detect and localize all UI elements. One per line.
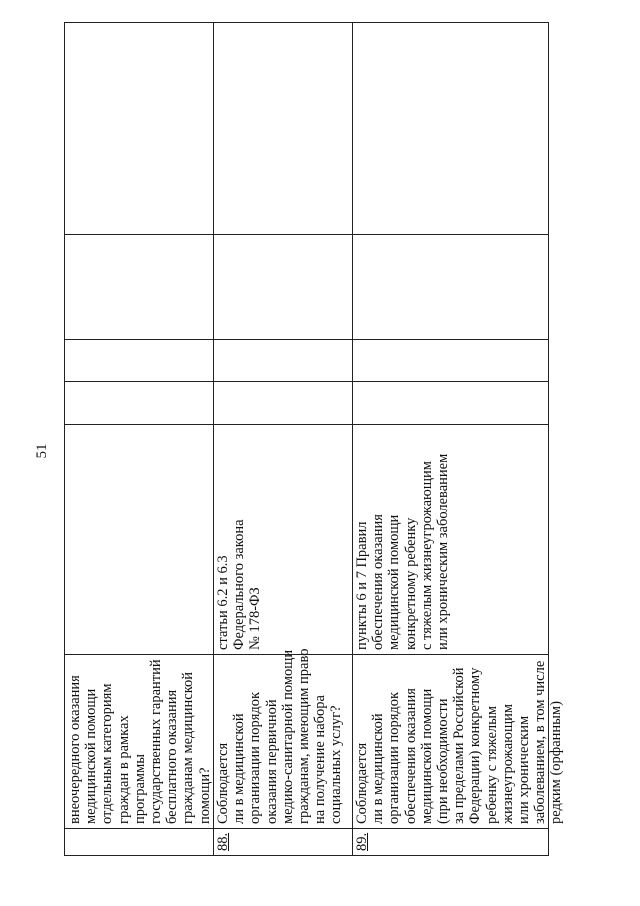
reference-cell bbox=[352, 425, 549, 654]
reference-cell bbox=[213, 425, 352, 654]
reference-line: пункты 6 и 7 Правил bbox=[354, 521, 370, 650]
reference-line: или хроническим заболеванием bbox=[435, 453, 452, 650]
column-divider bbox=[65, 381, 548, 382]
column-divider bbox=[65, 339, 548, 340]
reference-line: конкретному ребенку bbox=[402, 517, 419, 650]
question-line: ли в медицинской bbox=[370, 713, 387, 824]
row-number: 89. bbox=[354, 832, 370, 851]
question-line: на получение набора bbox=[312, 695, 329, 824]
question-line: гражданам медицинской bbox=[180, 671, 197, 824]
question-line: медицинской помощи bbox=[418, 688, 435, 824]
question-line: помощи? bbox=[196, 767, 213, 824]
question-line: Соблюдается bbox=[354, 742, 370, 824]
question-line: Федерации) конкретному bbox=[467, 667, 484, 824]
question-line: отдельным категориям bbox=[99, 683, 116, 824]
question-line: Соблюдается bbox=[215, 742, 231, 824]
question-line: медико-санитарной помощи bbox=[279, 649, 296, 824]
checklist-table bbox=[64, 22, 565, 856]
question-line: социальных услуг? bbox=[328, 705, 345, 824]
question-line: государственных гарантий bbox=[148, 659, 165, 824]
question-line: редким (орфанным) bbox=[548, 701, 565, 824]
column-divider bbox=[65, 234, 548, 235]
question-line: обеспечения оказания bbox=[402, 688, 419, 824]
table-row-continued-question bbox=[65, 655, 213, 828]
reference-line: статьи 6.2 и 6.3 bbox=[215, 555, 231, 650]
question-line: жизнеугрожающим bbox=[499, 703, 516, 824]
question-line: программы bbox=[131, 754, 148, 824]
question-line: бесплатного оказания bbox=[164, 689, 181, 824]
question-cell bbox=[352, 655, 565, 828]
question-line: организации порядок bbox=[386, 691, 403, 824]
reference-line: № 178-ФЗ bbox=[247, 587, 264, 650]
question-line: за пределами Российской bbox=[451, 667, 468, 824]
question-line: ли в медицинской bbox=[231, 713, 248, 824]
reference-line: обеспечения оказания bbox=[370, 514, 387, 650]
question-line: организации порядок bbox=[247, 691, 264, 824]
reference-line: с тяжелым жизнеугрожающим bbox=[418, 461, 435, 650]
question-line: граждан в рамках bbox=[115, 715, 132, 824]
reference-line: медицинской помощи bbox=[386, 514, 403, 650]
question-cell bbox=[213, 648, 352, 828]
question-line: или хроническим bbox=[516, 715, 533, 824]
row-number: 88. bbox=[215, 832, 231, 851]
question-line: (при необходимости bbox=[435, 698, 452, 824]
question-line: заболеванием, в том числе bbox=[532, 660, 549, 824]
question-line: медицинской помощи bbox=[83, 688, 100, 824]
question-line: ребенку с тяжелым bbox=[483, 705, 500, 824]
question-line: гражданам, имеющим право bbox=[296, 648, 313, 824]
reference-line: Федерального закона bbox=[231, 519, 248, 650]
question-line: оказания первичной bbox=[263, 699, 280, 824]
page-number: 51 bbox=[34, 443, 50, 459]
question-line: внеочередного оказания bbox=[67, 675, 83, 824]
